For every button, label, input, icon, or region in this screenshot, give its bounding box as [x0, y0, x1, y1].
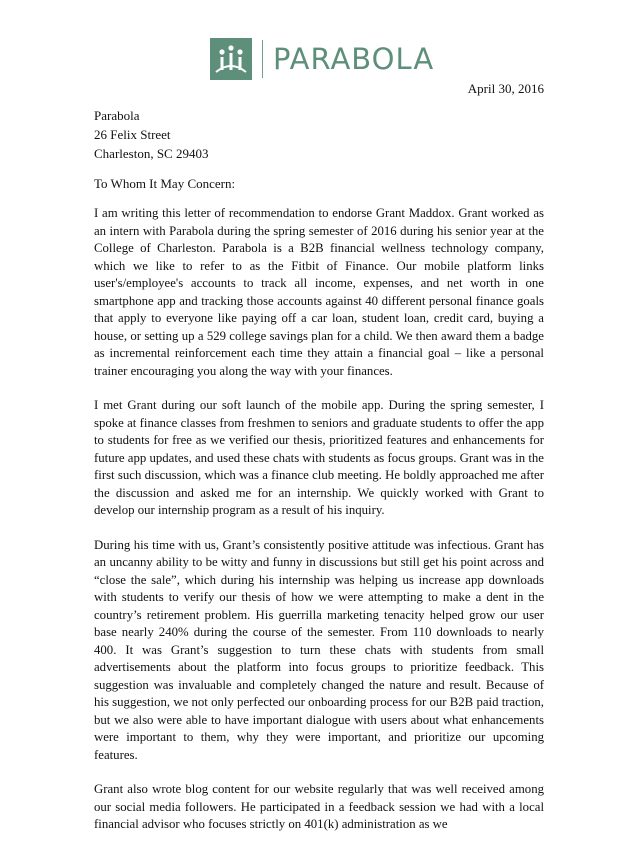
letter-date: April 30, 2016 — [467, 81, 544, 96]
paragraph: I am writing this letter of recommendation to endorse Grant Maddox. Grant worked as an intern with Parabola during the spring semester of 2016 during his senior year at the College of Charleston. Parabola is a B2B financial wellness technology company, which we like to refer to as the Fitbit of Finance. Our mobile platform links user's/employee's accounts to track all income, expenses, and net worth in one smartphone app and tracking those accounts against 40 different personal finance goals that apply to everyone like paying off a car loan, student loan, credit card, buying a house, or setting up a 529 college savings plan for a child. We then award them a badge as incremental reinforcement each time they attain a financial goal – like a personal trainer encouraging you along the way with your finances. — [94, 206, 544, 378]
company-logo — [210, 38, 434, 80]
salutation: To Whom It May Concern: — [94, 176, 236, 191]
letter-body — [94, 205, 544, 851]
paragraph: During his time with us, Grant’s consistently positive attitude was infectious. Grant has an uncanny ability to be witty and funny in discussions but still get his point across and “close the sale”, which during his internship was helping us increase app downloads with students to verify our thesis of how we were attempting to make a dent in the country’s retirement problem. His guerrilla marketing tenacity helped grow our user base nearly 240% during the course of the semester. From 110 downloads to nearly 400. It was Grant’s suggestion to turn these chats with students from small advertisements about the platform into focus groups to prioritize feedback. This suggestion was invaluable and completely changed the nature and result. Because of his suggestion, we not only perfected our onboarding process for our B2B paid traction, but we also were able to have important dialogue with users about what enhancements were important to them, why they were important, and prioritize our upcoming features. — [94, 537, 544, 762]
parabola-logo-icon — [210, 38, 252, 80]
logo-wordmark: PARABOLA — [273, 41, 435, 76]
paragraph: Grant also wrote blog content for our website regularly that was well received among our social media followers. He participated in a feedback session we had with a local financial advisor who focuses strictly on 401(k) administration as we — [94, 782, 544, 831]
recipient-address — [94, 106, 208, 163]
address-line: Charleston, SC 29403 — [94, 146, 209, 161]
address-line: Parabola — [94, 108, 140, 123]
logo-divider — [262, 40, 263, 78]
address-line: 26 Felix Street — [94, 127, 171, 142]
paragraph: I met Grant during our soft launch of the mobile app. During the spring semester, I spoke at finance classes from freshmen to seniors and graduate students to offer the app to students for free as we verified our thesis, prioritized features and enhancements for future app updates, and used these chats with students as focus groups. Grant was in the first such discussion, which was a finance club meeting. He boldly approached me after the discussion and asked me for an internship. We quickly worked with Grant to develop our internship program as a result of his inquiry. — [94, 398, 544, 517]
